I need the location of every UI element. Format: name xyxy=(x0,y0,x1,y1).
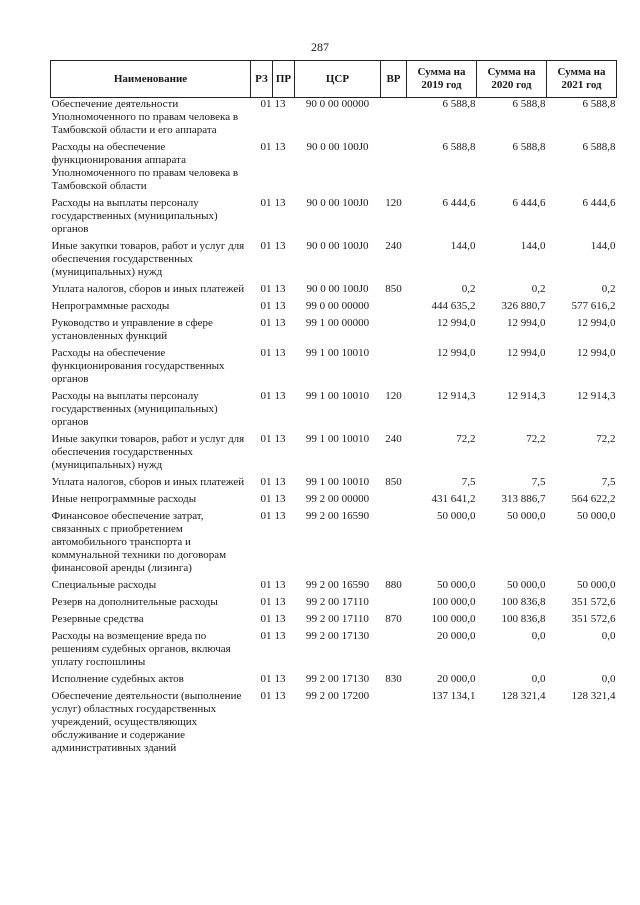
row-vr xyxy=(381,596,407,613)
table-row xyxy=(51,141,617,197)
row-sum-2021: 6 588,8 xyxy=(582,98,616,110)
row-csr: 99 1 00 00000 xyxy=(305,317,370,329)
row-pr: 13 xyxy=(274,510,286,522)
row-rz: 01 xyxy=(260,197,272,209)
row-sum-2020: 72,2 xyxy=(526,433,546,445)
row-name: Резервные средства xyxy=(51,613,144,625)
table-row xyxy=(51,673,617,690)
row-sum-2019: 100 000,0 xyxy=(431,613,476,625)
row-sum-2020: 12 914,3 xyxy=(507,390,546,402)
row-vr xyxy=(381,690,407,759)
row-sum-2021: 128 321,4 xyxy=(571,690,616,702)
row-csr: 99 2 00 17110 xyxy=(306,596,369,608)
row-csr: 99 2 00 17200 xyxy=(305,690,370,702)
row-name: Расходы на выплаты персоналу государственных (муниципальных) органов xyxy=(51,197,218,235)
row-vr: 850 xyxy=(385,283,402,295)
row-sum-2021: 6 588,8 xyxy=(582,141,616,153)
row-csr: 90 0 00 100J0 xyxy=(306,141,369,153)
table-row xyxy=(51,317,617,347)
row-pr: 13 xyxy=(274,630,286,642)
header-sum-2019: Сумма на 2019 год xyxy=(407,61,477,98)
row-sum-2020: 7,5 xyxy=(531,476,546,488)
row-name: Исполнение судебных актов xyxy=(51,673,184,685)
row-sum-2021: 351 572,6 xyxy=(571,613,616,625)
row-sum-2019: 72,2 xyxy=(456,433,476,445)
row-sum-2019: 50 000,0 xyxy=(437,510,476,522)
row-rz: 01 xyxy=(260,613,272,625)
row-sum-2019: 444 635,2 xyxy=(431,300,476,312)
row-name: Расходы на обеспечение функционирования аппарата Уполномоченного по правам человека в Тамбовской области xyxy=(51,141,239,192)
row-pr: 13 xyxy=(274,613,286,625)
row-name: Уплата налогов, сборов и иных платежей xyxy=(51,283,245,295)
row-pr: 13 xyxy=(274,347,286,359)
row-vr: 880 xyxy=(385,579,402,591)
row-csr: 90 0 00 100J0 xyxy=(306,283,369,295)
row-name: Обеспечение деятельности Уполномоченного по правам человека в Тамбовской области и его аппарата xyxy=(51,98,239,136)
row-name: Финансовое обеспечение затрат, связанных с приобретением автомобильного транспорта и коммунальной техники по договорам финансовой аренды (лизинга) xyxy=(51,510,227,574)
row-sum-2021: 351 572,6 xyxy=(571,596,616,608)
row-sum-2019: 431 641,2 xyxy=(431,493,476,505)
row-sum-2020: 0,2 xyxy=(531,283,546,295)
row-sum-2020: 6 588,8 xyxy=(512,141,546,153)
row-sum-2019: 6 588,8 xyxy=(442,141,476,153)
row-name: Расходы на возмещение вреда по решениям судебных органов, включая уплату госпошлины xyxy=(51,630,231,668)
row-name: Иные закупки товаров, работ и услуг для обеспечения государственных (муниципальных) нужд xyxy=(51,240,245,278)
row-vr xyxy=(381,317,407,347)
row-sum-2021: 144,0 xyxy=(590,240,616,252)
table-row xyxy=(51,283,617,300)
row-csr: 99 1 00 10010 xyxy=(305,476,370,488)
row-pr: 13 xyxy=(274,197,286,209)
row-pr: 13 xyxy=(274,596,286,608)
row-vr: 120 xyxy=(385,390,402,402)
row-sum-2021: 12 994,0 xyxy=(577,317,616,329)
row-csr: 99 2 00 17110 xyxy=(306,613,369,625)
row-sum-2021: 72,2 xyxy=(596,433,616,445)
row-rz: 01 xyxy=(260,240,272,252)
row-sum-2020: 313 886,7 xyxy=(501,493,546,505)
row-sum-2019: 100 000,0 xyxy=(431,596,476,608)
row-sum-2019: 144,0 xyxy=(450,240,476,252)
row-rz: 01 xyxy=(260,98,272,110)
row-name: Иные закупки товаров, работ и услуг для обеспечения государственных (муниципальных) нужд xyxy=(51,433,245,471)
row-rz: 01 xyxy=(260,317,272,329)
row-sum-2021: 0,0 xyxy=(601,630,616,642)
row-sum-2019: 20 000,0 xyxy=(437,630,476,642)
row-rz: 01 xyxy=(260,390,272,402)
row-vr: 240 xyxy=(385,433,402,445)
header-name: Наименование xyxy=(51,61,251,98)
row-sum-2020: 6 444,6 xyxy=(512,197,546,209)
table-row xyxy=(51,347,617,390)
row-name: Непрограммные расходы xyxy=(51,300,170,312)
row-csr: 99 2 00 16590 xyxy=(305,510,370,522)
row-pr: 13 xyxy=(274,390,286,402)
row-sum-2021: 0,2 xyxy=(601,283,616,295)
row-csr: 99 1 00 10010 xyxy=(305,433,370,445)
row-vr xyxy=(381,630,407,673)
header-pr: ПР xyxy=(273,61,295,98)
row-rz: 01 xyxy=(260,510,272,522)
table-body xyxy=(51,98,617,760)
budget-table xyxy=(50,60,617,759)
row-rz: 01 xyxy=(260,433,272,445)
row-csr: 99 2 00 16590 xyxy=(305,579,370,591)
header-rz: РЗ xyxy=(251,61,273,98)
row-csr: 99 2 00 00000 xyxy=(305,493,370,505)
row-pr: 13 xyxy=(274,141,286,153)
row-rz: 01 xyxy=(260,493,272,505)
row-sum-2021: 50 000,0 xyxy=(577,579,616,591)
row-sum-2020: 12 994,0 xyxy=(507,347,546,359)
row-vr: 830 xyxy=(385,673,402,685)
row-vr xyxy=(381,510,407,579)
row-csr: 99 2 00 17130 xyxy=(305,630,370,642)
table-row xyxy=(51,240,617,283)
row-sum-2019: 12 994,0 xyxy=(437,347,476,359)
row-sum-2019: 137 134,1 xyxy=(431,690,476,702)
row-pr: 13 xyxy=(274,433,286,445)
row-sum-2019: 7,5 xyxy=(461,476,476,488)
row-sum-2020: 100 836,8 xyxy=(501,613,546,625)
row-sum-2021: 564 622,2 xyxy=(571,493,616,505)
table-row xyxy=(51,197,617,240)
row-vr: 240 xyxy=(385,240,402,252)
table-row xyxy=(51,390,617,433)
row-name: Расходы на выплаты персоналу государственных (муниципальных) органов xyxy=(51,390,218,428)
row-sum-2020: 144,0 xyxy=(520,240,546,252)
row-rz: 01 xyxy=(260,673,272,685)
row-pr: 13 xyxy=(274,493,286,505)
row-name: Расходы на обеспечение функционирования государственных органов xyxy=(51,347,225,385)
table-row xyxy=(51,630,617,673)
row-vr xyxy=(381,98,407,142)
row-sum-2021: 50 000,0 xyxy=(577,510,616,522)
row-sum-2019: 6 444,6 xyxy=(442,197,476,209)
row-pr: 13 xyxy=(274,317,286,329)
row-sum-2021: 7,5 xyxy=(601,476,616,488)
row-pr: 13 xyxy=(274,98,286,110)
row-pr: 13 xyxy=(274,579,286,591)
row-sum-2020: 0,0 xyxy=(531,673,546,685)
row-csr: 99 1 00 10010 xyxy=(305,390,370,402)
row-pr: 13 xyxy=(274,673,286,685)
row-vr xyxy=(381,493,407,510)
row-sum-2020: 50 000,0 xyxy=(507,579,546,591)
row-rz: 01 xyxy=(260,630,272,642)
table-row xyxy=(51,98,617,142)
row-sum-2021: 12 994,0 xyxy=(577,347,616,359)
row-sum-2021: 12 914,3 xyxy=(577,390,616,402)
row-pr: 13 xyxy=(274,283,286,295)
row-sum-2020: 12 994,0 xyxy=(507,317,546,329)
row-sum-2019: 20 000,0 xyxy=(437,673,476,685)
row-rz: 01 xyxy=(260,141,272,153)
row-rz: 01 xyxy=(260,300,272,312)
row-csr: 90 0 00 00000 xyxy=(305,98,370,110)
row-csr: 90 0 00 100J0 xyxy=(306,197,369,209)
row-sum-2019: 12 914,3 xyxy=(437,390,476,402)
row-vr xyxy=(381,347,407,390)
page-number: 287 xyxy=(311,40,329,54)
row-vr: 120 xyxy=(385,197,402,209)
row-sum-2020: 50 000,0 xyxy=(507,510,546,522)
row-rz: 01 xyxy=(260,283,272,295)
row-vr: 850 xyxy=(385,476,402,488)
row-rz: 01 xyxy=(260,690,272,702)
table-row xyxy=(51,300,617,317)
row-sum-2020: 6 588,8 xyxy=(512,98,546,110)
header-csr: ЦСР xyxy=(295,61,381,98)
row-sum-2020: 100 836,8 xyxy=(501,596,546,608)
row-csr: 99 0 00 00000 xyxy=(305,300,370,312)
row-name: Специальные расходы xyxy=(51,579,157,591)
row-pr: 13 xyxy=(274,300,286,312)
row-sum-2020: 0,0 xyxy=(531,630,546,642)
row-vr xyxy=(381,141,407,197)
table-header-row xyxy=(51,61,617,98)
row-name: Руководство и управление в сфере установленных функций xyxy=(51,317,213,342)
table-row xyxy=(51,433,617,476)
row-vr: 870 xyxy=(385,613,402,625)
row-pr: 13 xyxy=(274,690,286,702)
row-sum-2019: 12 994,0 xyxy=(437,317,476,329)
row-csr: 99 1 00 10010 xyxy=(305,347,370,359)
row-sum-2020: 326 880,7 xyxy=(501,300,546,312)
row-sum-2019: 0,2 xyxy=(461,283,476,295)
table-row xyxy=(51,690,617,759)
table-row xyxy=(51,493,617,510)
row-name: Уплата налогов, сборов и иных платежей xyxy=(51,476,245,488)
row-rz: 01 xyxy=(260,579,272,591)
table-row xyxy=(51,510,617,579)
row-sum-2020: 128 321,4 xyxy=(501,690,546,702)
header-sum-2020: Сумма на 2020 год xyxy=(477,61,547,98)
row-rz: 01 xyxy=(260,596,272,608)
table-row xyxy=(51,596,617,613)
row-rz: 01 xyxy=(260,347,272,359)
row-sum-2019: 6 588,8 xyxy=(442,98,476,110)
table-row xyxy=(51,613,617,630)
row-pr: 13 xyxy=(274,240,286,252)
row-name: Обеспечение деятельности (выполнение услуг) областных государственных учреждений, осуществляющих обслуживание и содержание административных зданий xyxy=(51,690,242,754)
row-name: Иные непрограммные расходы xyxy=(51,493,197,505)
row-csr: 99 2 00 17130 xyxy=(305,673,370,685)
table-row xyxy=(51,579,617,596)
table-row xyxy=(51,476,617,493)
row-sum-2021: 577 616,2 xyxy=(571,300,616,312)
header-sum-2021: Сумма на 2021 год xyxy=(547,61,617,98)
row-rz: 01 xyxy=(260,476,272,488)
row-vr xyxy=(381,300,407,317)
row-pr: 13 xyxy=(274,476,286,488)
row-sum-2019: 50 000,0 xyxy=(437,579,476,591)
header-vr: ВР xyxy=(381,61,407,98)
row-sum-2021: 0,0 xyxy=(601,673,616,685)
row-name: Резерв на дополнительные расходы xyxy=(51,596,218,608)
row-sum-2021: 6 444,6 xyxy=(582,197,616,209)
row-csr: 90 0 00 100J0 xyxy=(306,240,369,252)
